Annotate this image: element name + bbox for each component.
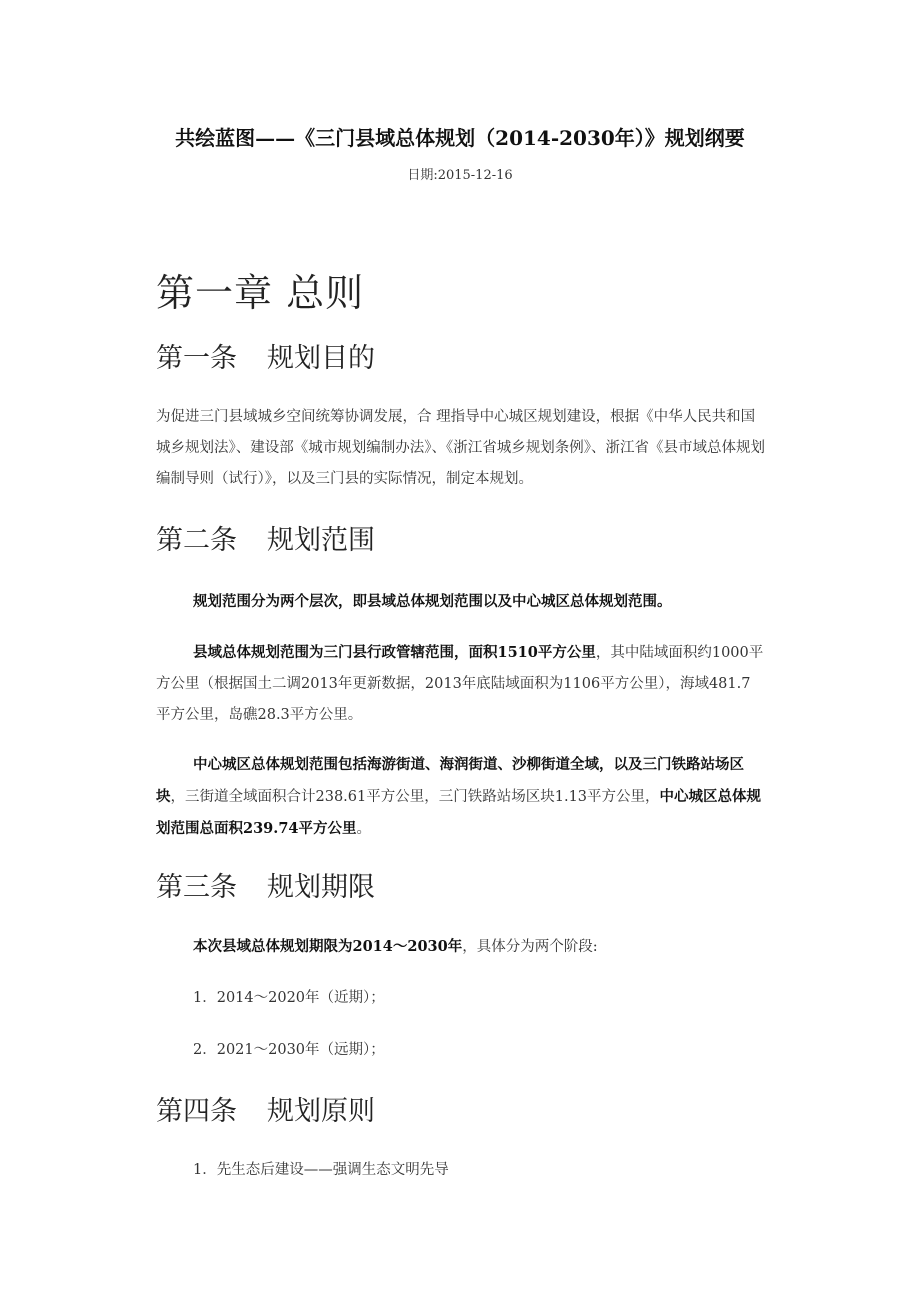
article-number: 第二条 [156,525,237,556]
article-number: 第四条 [156,1096,237,1127]
county-scope-bold: 县域总体规划范围为三门县行政管辖范围，面积1510平方公里 [193,644,596,661]
document-date: 日期:2015-12-16 [407,168,513,183]
period-text: ，具体分为两个阶段: [462,939,598,955]
article-name: 规划目的 [267,343,375,374]
article-name: 规划范围 [267,525,375,556]
article-name: 规划原则 [267,1096,375,1127]
list-item-near-term: 1．2014～2020年（近期）； [193,990,385,1006]
central-scope-end: 。 [356,821,371,837]
article-number: 第三条 [156,872,237,903]
article-4-heading [156,1089,375,1128]
central-scope-bold: 中心城区总体规划范围包括海游街道、海润街道、沙柳街道全域，以及三门铁路站场区块 [156,756,744,805]
county-scope-text: ，其中陆域面积约1000平方公里（根据国土二调2013年更新数据，2013年底陆域面积为1106平方公里），海域481.7 平方公里，岛礁28.3平方公里。 [156,645,764,723]
paragraph-central-scope [156,749,768,845]
article-3-heading [156,865,375,904]
list-item-long-term: 2．2021～2030年（远期）； [193,1042,385,1058]
article-2-heading [156,518,375,557]
central-total-bold: 中心城区总体规划范围总面积239.74平方公里 [156,788,762,837]
period-bold: 本次县域总体规划期限为2014～2030年 [193,938,463,955]
document-title: 共绘蓝图——《三门县域总体规划（2014-2030年）》规划纲要 [175,126,745,150]
paragraph-scope-levels: 规划范围分为两个层次，即县域总体规划范围以及中心城区总体规划范围。 [193,593,672,610]
chapter-heading: 第一章 总则 [156,271,365,315]
paragraph-period [156,931,768,963]
article-1-heading [156,336,375,375]
paragraph-county-scope [156,637,768,731]
paragraph-purpose: 为促进三门县域城乡空间统筹协调发展，合 理指导中心城区规划建设，根据《中华人民共和国城乡规划法》、建设部《城市规划编制办法》、《浙江省城乡规划条例》、浙江省《县市域总体规划编制导则（试行）》，以及三门县的实际情况，制定本规划。 [156,409,765,487]
article-name: 规划期限 [267,872,375,903]
article-number: 第一条 [156,343,237,374]
list-item-principle-1: 1．先生态后建设——强调生态文明先导 [193,1162,449,1178]
central-scope-text: ，三街道全域面积合计238.61平方公里，三门铁路站场区块1.13平方公里， [170,789,660,805]
